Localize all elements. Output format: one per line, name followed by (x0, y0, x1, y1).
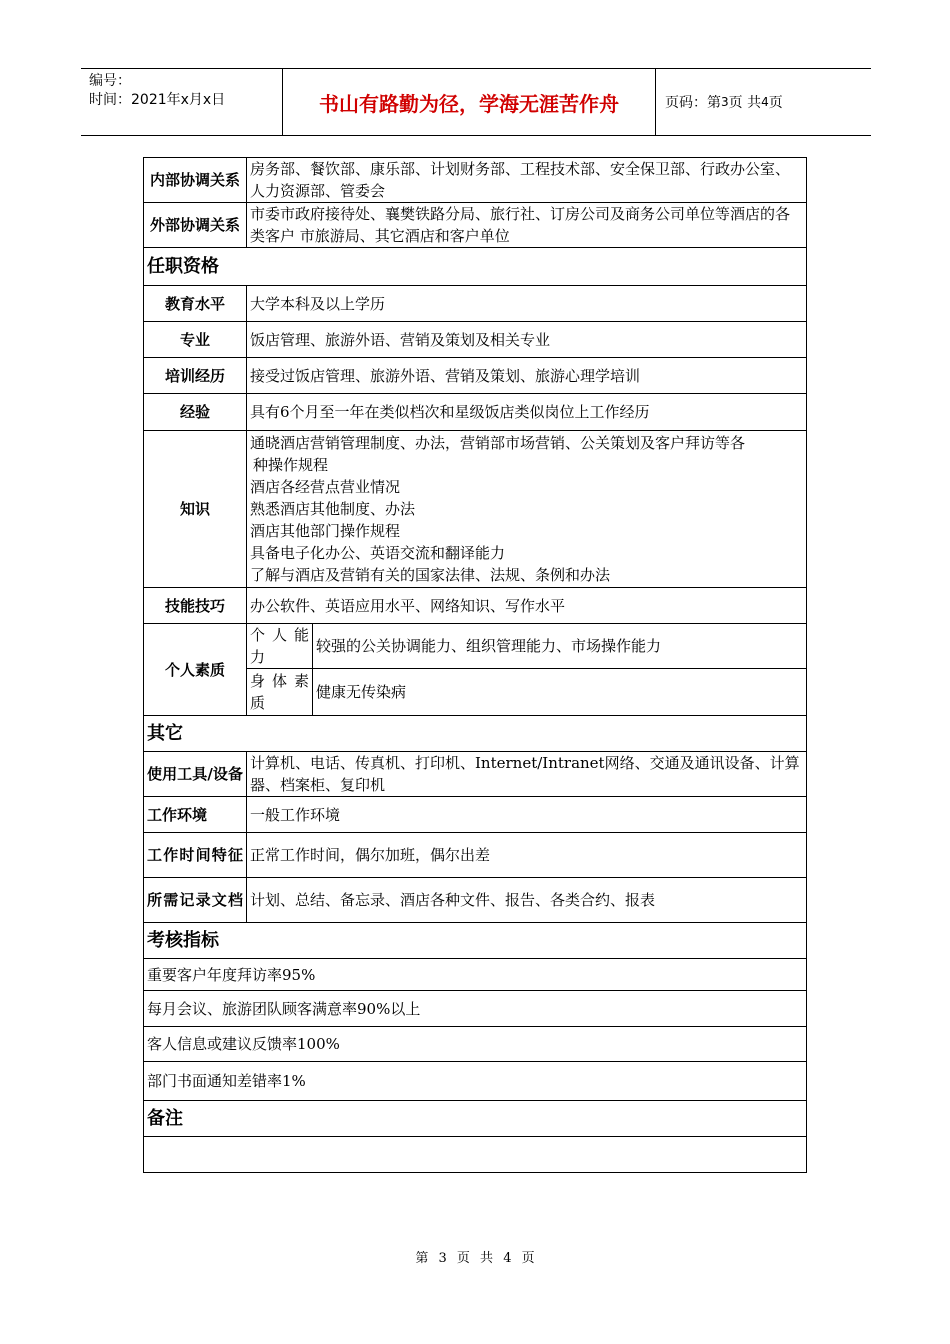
experience-value: 具有6个月至一年在类似档次和星级饭店类似岗位上工作经历 (247, 394, 807, 431)
training-value: 接受过饭店管理、旅游外语、营销及策划、旅游心理学培训 (247, 358, 807, 394)
kpi-item: 每月会议、旅游团队顾客满意率90%以上 (144, 991, 807, 1027)
documents-value: 计划、总结、备忘录、酒店各种文件、报告、各类合约、报表 (247, 878, 807, 923)
education-value: 大学本科及以上学历 (247, 286, 807, 322)
major-row (144, 322, 807, 358)
page-suffix: 页 (768, 95, 783, 111)
knowledge-line: 通晓酒店营销管理制度、办法，营销部市场营销、公关策划及客户拜访等各 (250, 434, 746, 452)
skills-label: 技能技巧 (144, 588, 247, 624)
education-row (144, 286, 807, 322)
major-label: 专业 (144, 322, 247, 358)
page-mid: 页 共 (728, 95, 762, 111)
kpi-row (144, 1027, 807, 1062)
documents-label: 所需记录文档 (144, 878, 247, 923)
kpi-item: 客人信息或建议反馈率100% (144, 1027, 807, 1062)
skills-row (144, 588, 807, 624)
tools-row (144, 752, 807, 797)
knowledge-row (144, 431, 807, 588)
knowledge-line: 熟悉酒店其他制度、办法 (250, 500, 416, 518)
page-header (81, 68, 871, 136)
physical-label: 身体素质 (247, 669, 313, 716)
documents-row (144, 878, 807, 923)
knowledge-line: 具备电子化办公、英语交流和翻译能力 (250, 544, 506, 562)
personal-qualities-label: 个人素质 (144, 624, 247, 716)
knowledge-line: 种操作规程 (253, 456, 329, 474)
knowledge-line: 了解与酒店及营销有关的国家法律、法规、条例和办法 (250, 566, 611, 584)
physical-value: 健康无传染病 (313, 669, 807, 716)
notes-value (144, 1137, 807, 1173)
notes-title: 备注 (144, 1101, 807, 1137)
other-title: 其它 (144, 716, 807, 752)
document-time-label: 时间：2021年x月x日 (89, 92, 226, 108)
kpi-row (144, 991, 807, 1027)
knowledge-value (247, 431, 807, 588)
knowledge-line: 酒店各经营点营业情况 (250, 478, 401, 496)
environment-label: 工作环境 (144, 797, 247, 833)
work-time-label: 工作时间特征 (144, 833, 247, 878)
experience-row (144, 394, 807, 431)
work-time-row (144, 833, 807, 878)
personal-ability-value: 较强的公关协调能力、组织管理能力、市场操作能力 (313, 624, 807, 669)
kpi-header-row (144, 923, 807, 959)
header-meta (81, 69, 283, 135)
qualifications-header-row (144, 248, 807, 286)
knowledge-line: 酒店其他部门操作规程 (250, 522, 401, 540)
kpi-row (144, 1062, 807, 1101)
education-label: 教育水平 (144, 286, 247, 322)
kpi-title: 考核指标 (144, 923, 807, 959)
major-value: 饭店管理、旅游外语、营销及策划及相关专业 (247, 322, 807, 358)
experience-label: 经验 (144, 394, 247, 431)
environment-value: 一般工作环境 (247, 797, 807, 833)
page-current: 3 (721, 95, 729, 109)
page-footer: 第 3 页 共 4 页 (415, 1251, 535, 1266)
kpi-item: 重要客户年度拜访率95% (144, 959, 807, 991)
external-relations-value: 市委市政府接待处、襄樊铁路分局、旅行社、订房公司及商务公司单位等酒店的各类客户 市旅游局、其它酒店和客户单位 (247, 203, 807, 248)
internal-relations-row (144, 158, 807, 203)
kpi-item: 部门书面通知差错率1% (144, 1062, 807, 1101)
internal-relations-label: 内部协调关系 (144, 158, 247, 203)
tools-value: 计算机、电话、传真机、打印机、Internet/Intranet网络、交通及通讯设备、计算器、档案柜、复印机 (247, 752, 807, 797)
external-relations-label: 外部协调关系 (144, 203, 247, 248)
personal-ability-row (144, 624, 807, 669)
training-row (144, 358, 807, 394)
kpi-row (144, 959, 807, 991)
header-motto: 书山有路勤为径，学海无涯苦作舟 (283, 69, 656, 135)
tools-label: 使用工具/设备 (144, 752, 247, 797)
notes-row (144, 1137, 807, 1173)
other-header-row (144, 716, 807, 752)
header-page-number (656, 69, 871, 135)
knowledge-label: 知识 (144, 431, 247, 588)
personal-ability-label: 个人能力 (247, 624, 313, 669)
job-description-table (143, 157, 807, 1173)
qualifications-title: 任职资格 (144, 248, 807, 286)
skills-value: 办公软件、英语应用水平、网络知识、写作水平 (247, 588, 807, 624)
external-relations-row (144, 203, 807, 248)
page-total: 4 (761, 95, 769, 109)
training-label: 培训经历 (144, 358, 247, 394)
work-time-value: 正常工作时间，偶尔加班，偶尔出差 (247, 833, 807, 878)
page-prefix: 页码：第 (665, 95, 721, 111)
environment-row (144, 797, 807, 833)
internal-relations-value: 房务部、餐饮部、康乐部、计划财务部、工程技术部、安全保卫部、行政办公室、人力资源部、管委会 (247, 158, 807, 203)
document-code-label: 编号： (89, 73, 131, 89)
notes-header-row (144, 1101, 807, 1137)
